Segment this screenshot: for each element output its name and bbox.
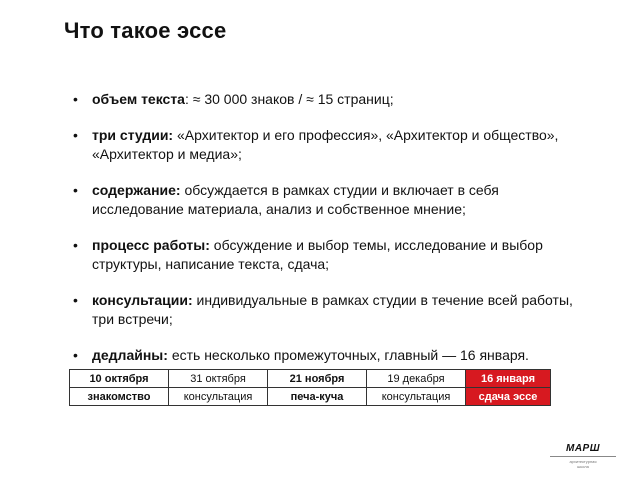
marsh-logo	[548, 443, 618, 469]
bullet-process	[70, 236, 590, 274]
timeline-date-deadline: 16 января	[466, 370, 551, 388]
bullet-studios	[70, 126, 590, 164]
timeline-event-deadline: сдача эссе	[466, 388, 551, 406]
bullet-label: три студии:	[92, 127, 174, 143]
timeline-event: консультация	[367, 388, 466, 406]
timeline-date: 31 октября	[169, 370, 268, 388]
bullet-dot: •	[73, 347, 78, 363]
bullet-volume	[70, 90, 590, 109]
logo-divider	[550, 456, 616, 457]
bullet-dot: •	[73, 127, 78, 143]
logo-subtitle-1: архитектурная	[569, 459, 597, 464]
bullet-label: содержание:	[92, 182, 181, 198]
bullet-dot: •	[73, 237, 78, 253]
timeline-date: 10 октября	[70, 370, 169, 388]
bullet-text: обсуждение и выбор темы, исследование и выбор структуры, написание текста, сдача;	[92, 237, 543, 272]
bullet-dot: •	[73, 182, 78, 198]
bullet-sep: :	[184, 91, 193, 107]
timeline-event: консультация	[169, 388, 268, 406]
timeline-date: 21 ноября	[268, 370, 367, 388]
logo-subtitle-2: школа	[577, 464, 589, 469]
bullet-content	[70, 181, 590, 219]
timeline-event: знакомство	[70, 388, 169, 406]
timeline-event: печа-куча	[268, 388, 367, 406]
bullet-label: объем текста	[92, 91, 185, 107]
bullet-text: ≈ 30 000 знаков / ≈ 15 страниц;	[192, 91, 394, 107]
bullet-text: есть несколько промежуточных, главный — 16 января.	[171, 347, 529, 363]
bullet-label: дедлайны:	[92, 347, 168, 363]
bullet-list	[70, 90, 590, 382]
slide-title: Что такое эссе	[64, 18, 227, 43]
timeline-events-row	[70, 388, 551, 406]
timeline-table	[69, 369, 551, 406]
timeline-date: 19 декабря	[367, 370, 466, 388]
bullet-label: процесс работы:	[92, 237, 210, 253]
bullet-dot: •	[73, 91, 78, 107]
bullet-text: обсуждается в рамках студии и включает в себя исследование материала, анализ и собственное мнение;	[92, 182, 499, 217]
logo-mark: МАРШ	[565, 443, 600, 454]
bullet-text: «Архитектор и его профессия», «Архитектор и общество», «Архитектор и медиа»;	[92, 127, 559, 162]
bullet-label: консультации:	[92, 292, 193, 308]
bullet-deadlines	[70, 346, 590, 365]
bullet-text: индивидуальные в рамках студии в течение всей работы, три встречи;	[92, 292, 573, 327]
bullet-dot: •	[73, 292, 78, 308]
timeline-dates-row	[70, 370, 551, 388]
bullet-consultations	[70, 291, 590, 329]
